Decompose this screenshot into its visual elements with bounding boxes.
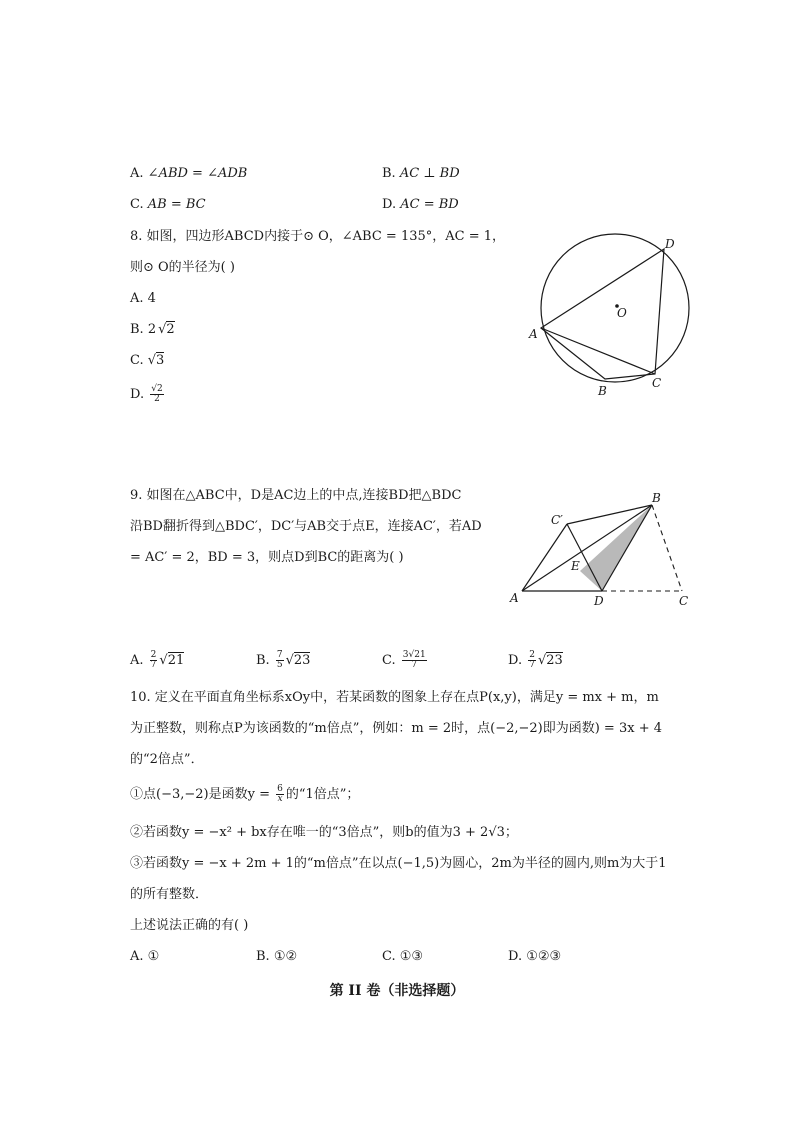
q10-stem-line3: 的“2倍点”． <box>130 752 204 767</box>
label-e: E <box>571 559 580 573</box>
q10-statement-2: ②若函数y = −x² + bx存在唯一的“3倍点”，则b的值为3 + 2√3； <box>130 825 518 840</box>
q10-option-b: B. ①② <box>256 949 298 964</box>
q7-option-b: B. AC ⊥ BD <box>382 166 460 181</box>
q9-triangle-figure <box>505 488 700 610</box>
q8-stem-line1: 8. 如图，四边形ABCD内接于⊙ O，∠ABC = 135°，AC = 1， <box>130 229 506 244</box>
label-o: O <box>617 306 627 320</box>
circle-o <box>541 234 689 382</box>
label-d: D <box>594 594 604 608</box>
q10-stem-line1: 10. 定义在平面直角坐标系xOy中，若某函数的图象上存在点P(x,y)，满足y = mx + m，m <box>130 690 659 705</box>
label-c-prime: C′ <box>551 513 563 527</box>
q10-option-a: A. ① <box>130 949 160 964</box>
q8-option-d: D. $\frac{√2}{2}$ <box>130 384 163 404</box>
q8-circle-figure <box>525 228 705 408</box>
q10-option-c: C. ①③ <box>382 949 424 964</box>
q8-option-a: A. 4 <box>130 291 156 306</box>
diagonal-ac <box>541 328 655 374</box>
q10-statement-3-line1: ③若函数y = −x + 2m + 1的“m倍点”在以点(−1,5)为圆心，2m为半径的圆内,则m为大于1 <box>130 856 667 871</box>
shaded-triangle <box>580 505 652 591</box>
q7-option-c: C. AB = BC <box>130 197 206 212</box>
label-b: B <box>598 384 607 398</box>
quadrilateral-abcd <box>541 249 664 379</box>
segment-ab <box>522 505 652 591</box>
label-a: A <box>529 327 538 341</box>
q9-stem-line2: 沿BD翻折得到△BDC′，DC′与AB交于点E，连接AC′，若AD <box>130 519 482 534</box>
q7-option-d: D. AC = BD <box>382 197 459 212</box>
q10-statement-1: ①点(−3,−2)是函数y = $\frac{6}{x}$ 的“1倍点”； <box>130 784 360 804</box>
label-d: D <box>665 237 675 251</box>
label-c: C <box>679 594 689 608</box>
q8-option-b: B. 2 √2 <box>130 322 175 337</box>
label-a: A <box>510 591 519 605</box>
q10-prompt: 上述说法正确的有( ) <box>130 918 249 933</box>
q10-statement-3-line2: 的所有整数． <box>130 887 209 902</box>
q9-option-c: C. $\frac{3√21}{7}$ <box>382 650 426 670</box>
label-c: C <box>652 376 662 390</box>
q10-stem-line2: 为正整数，则称点P为该函数的“m倍点”，例如：m = 2时，点(−2,−2)即为函数) = 3x + 4 <box>130 721 662 736</box>
q9-option-d: D. $\frac{2}{7}$ √23 <box>508 650 563 670</box>
q9-stem-line3: = AC′ = 2，BD = 3，则点D到BC的距离为( ) <box>130 550 404 565</box>
q8-option-c: C. √3 <box>130 353 165 368</box>
section-title: 第 II 卷（非选择题） <box>329 983 465 999</box>
q10-option-d: D. ①②③ <box>508 949 562 964</box>
q9-stem-line1: 9. 如图在△ABC中，D是AC边上的中点,连接BD把△BDC <box>130 488 462 503</box>
segment-bc-dashed <box>652 505 682 591</box>
q9-option-b: B. $\frac{7}{5}$ √23 <box>256 650 311 670</box>
q9-option-a: A. $\frac{2}{7}$ √21 <box>130 650 185 670</box>
q8-stem-line2: 则⊙ O的半径为( ) <box>130 260 235 275</box>
q7-option-a: A. ∠ABD = ∠ADB <box>130 166 248 181</box>
label-b: B <box>652 491 661 505</box>
segment-ac2 <box>522 524 567 591</box>
